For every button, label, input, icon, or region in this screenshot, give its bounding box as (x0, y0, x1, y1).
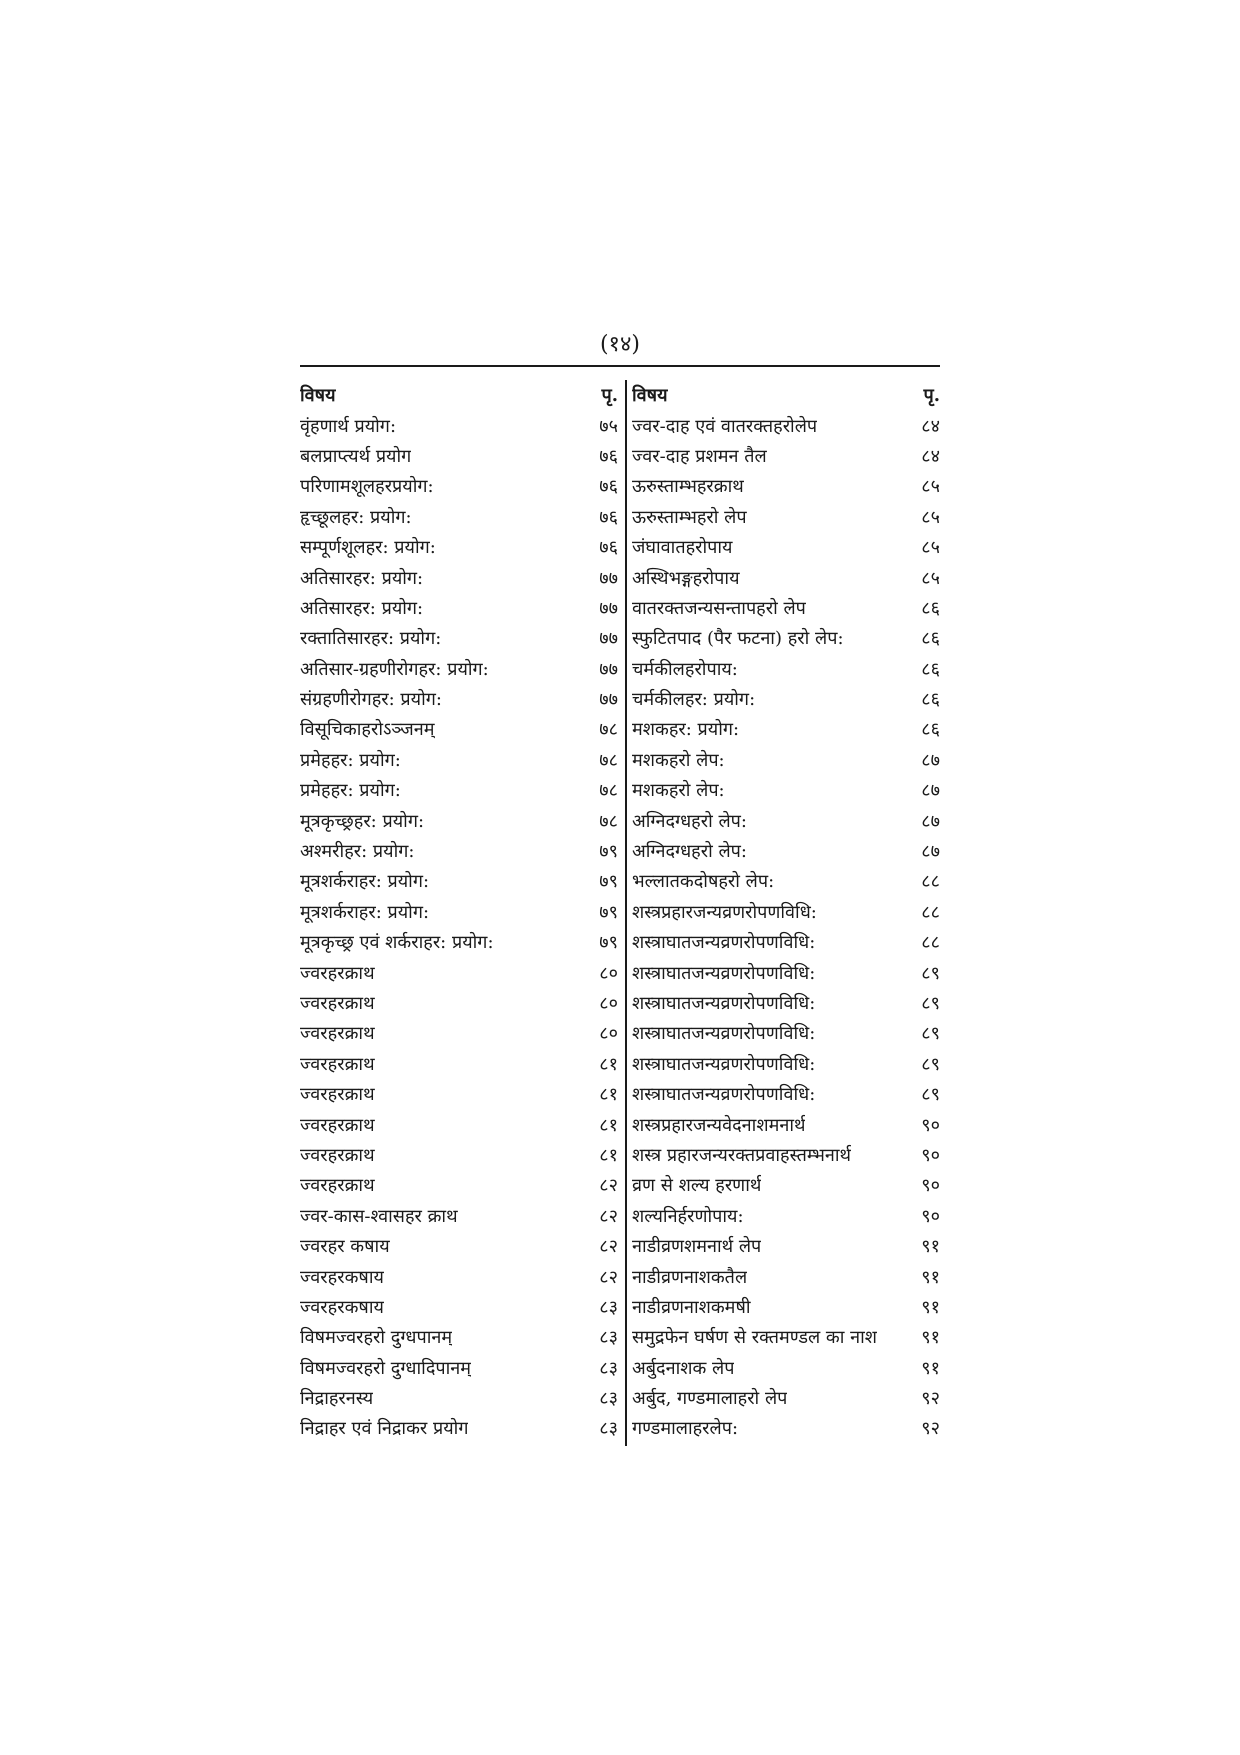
left-entry-row (300, 1109, 618, 1139)
left-entry-row (300, 532, 618, 562)
right-entry-row (632, 1383, 940, 1413)
left-entry-row (300, 1231, 618, 1261)
left-entry-row (300, 471, 618, 501)
entry-page: ७५ (599, 415, 618, 437)
left-entry-row (300, 1079, 618, 1109)
entry-page: ८९ (921, 1023, 940, 1045)
left-entry-row (300, 775, 618, 805)
entry-title: ज्वरहरक्राथ (300, 1175, 375, 1197)
right-entry-row (632, 957, 940, 987)
entry-page: ८७ (921, 780, 940, 802)
left-entry-row (300, 1383, 618, 1413)
entry-page: ८२ (599, 1175, 618, 1197)
left-entry-row (300, 988, 618, 1018)
entry-page: ७६ (599, 445, 618, 467)
entry-title: शस्त्राघातजन्यव्रणरोपणविधि: (632, 962, 816, 984)
entry-page: ९२ (921, 1388, 940, 1410)
right-page-header: पृ. (923, 385, 940, 407)
entry-title: अग्निदग्धहरो लेप: (632, 810, 747, 832)
entry-page: ७८ (599, 719, 618, 741)
entry-title: निद्राहरनस्य (300, 1388, 374, 1410)
entry-title: चर्मकीलहर: प्रयोग: (632, 689, 756, 711)
entry-page: ७८ (599, 749, 618, 771)
entry-title: परिणामशूलहरप्रयोग: (300, 476, 434, 498)
entry-title: अश्मरीहर: प्रयोग: (300, 841, 415, 863)
entry-page: ८३ (599, 1418, 618, 1440)
entry-page: ८५ (921, 476, 940, 498)
entry-title: मशकहरो लेप: (632, 749, 725, 771)
entry-page: ७७ (599, 597, 618, 619)
right-subject-header: विषय (632, 385, 668, 407)
left-entry-row (300, 1261, 618, 1291)
entry-title: अतिसारहर: प्रयोग: (300, 597, 424, 619)
entry-title: शस्त्राघातजन्यव्रणरोपणविधि: (632, 932, 816, 954)
entry-title: वातरक्तजन्यसन्तापहरो लेप (632, 597, 806, 619)
right-entry-row (632, 1292, 940, 1322)
entry-title: अस्थिभङ्गहरोपाय (632, 567, 740, 589)
left-entry-row (300, 1292, 618, 1322)
entry-title: ज्वरहरक्राथ (300, 1114, 375, 1136)
right-entry-row (632, 714, 940, 744)
entry-page: ९२ (921, 1418, 940, 1440)
entry-page: ७९ (599, 841, 618, 863)
entry-title: अर्बुद, गण्डमालाहरो लेप (632, 1388, 788, 1410)
entry-title: शस्त्राघातजन्यव्रणरोपणविधि: (632, 1084, 816, 1106)
entry-page: ९० (921, 1175, 940, 1197)
entry-title: अर्बुदनाशक लेप (632, 1357, 735, 1379)
entry-title: मूत्रकृच्छ्र एवं शर्कराहर: प्रयोग: (300, 932, 494, 954)
entry-page: ८५ (921, 567, 940, 589)
entry-title: समुद्रफेन घर्षण से रक्तमण्डल का नाश (632, 1327, 877, 1349)
right-entry-row (632, 684, 940, 714)
entry-title: सम्पूर्णशूलहर: प्रयोग: (300, 537, 436, 559)
entry-title: मशकहर: प्रयोग: (632, 719, 740, 741)
left-entry-row (300, 441, 618, 471)
entry-title: वृंहणार्थ प्रयोग: (300, 415, 397, 437)
entry-page: ८९ (921, 1053, 940, 1075)
entry-page: ८९ (921, 993, 940, 1014)
entry-page: ९१ (921, 1327, 940, 1349)
entry-page: ८६ (921, 689, 940, 711)
entry-page: ८७ (921, 810, 940, 832)
right-entry-row (632, 1109, 940, 1139)
entry-page: ८२ (599, 1266, 618, 1288)
entry-title: शस्त्राघातजन्यव्रणरोपणविधि: (632, 1053, 816, 1075)
entry-page: ७८ (599, 780, 618, 802)
left-entry-row (300, 684, 618, 714)
right-column (632, 380, 940, 1444)
entry-title: संग्रहणीरोगहर: प्रयोग: (300, 689, 442, 711)
entry-page: ९१ (921, 1357, 940, 1379)
entry-page: ८८ (921, 932, 940, 954)
left-entry-row (300, 562, 618, 592)
entry-page: ८५ (921, 537, 940, 559)
left-entry-row (300, 593, 618, 623)
entry-title: रक्तातिसारहर: प्रयोग: (300, 628, 442, 650)
left-entry-row (300, 654, 618, 684)
entry-page: ७९ (599, 871, 618, 893)
entry-title: ज्वरहरकषाय (300, 1296, 384, 1318)
left-entry-row (300, 927, 618, 957)
entry-title: ज्वरहरक्राथ (300, 993, 375, 1014)
right-entry-row (632, 441, 940, 471)
entry-page: ८१ (599, 1084, 618, 1106)
right-entry-row (632, 927, 940, 957)
left-entry-row (300, 1170, 618, 1200)
right-entry-row (632, 593, 940, 623)
entry-page: ७७ (599, 658, 618, 680)
entry-title: शस्त्र प्रहारजन्यरक्तप्रवाहस्तम्भनार्थ (632, 1144, 852, 1166)
entry-page: ७७ (599, 689, 618, 711)
entry-title: जंघावातहरोपाय (632, 537, 733, 559)
left-entry-row (300, 1201, 618, 1231)
left-entry-row (300, 1140, 618, 1170)
entry-title: विषमज्वरहरो दुग्धपानम् (300, 1327, 453, 1349)
entry-page: ९० (921, 1114, 940, 1136)
entry-page: ७९ (599, 901, 618, 923)
entry-title: स्फुटितपाद (पैर फटना) हरो लेप: (632, 628, 844, 650)
entry-title: नाडीव्रणनाशकतैल (632, 1266, 748, 1288)
entry-title: ज्वर-कास-श्वासहर क्राथ (300, 1205, 458, 1227)
entry-page: ७७ (599, 628, 618, 650)
column-divider (625, 380, 627, 1446)
entry-page: ८७ (921, 749, 940, 771)
entry-page: ८९ (921, 962, 940, 984)
entry-page: ८७ (921, 841, 940, 863)
left-entry-row (300, 714, 618, 744)
entry-page: ८५ (921, 506, 940, 528)
entry-title: प्रमेहहर: प्रयोग: (300, 749, 401, 771)
page-number: (१४) (599, 332, 641, 357)
table-of-contents (300, 380, 940, 1450)
right-entry-row (632, 1079, 940, 1109)
left-entry-row (300, 1353, 618, 1383)
entry-title: चर्मकीलहरोपाय: (632, 658, 738, 680)
entry-title: मूत्रशर्कराहर: प्रयोग: (300, 871, 430, 893)
entry-title: शस्त्राघातजन्यव्रणरोपणविधि: (632, 993, 816, 1014)
entry-page: ७६ (599, 537, 618, 559)
entry-title: प्रमेहहर: प्रयोग: (300, 780, 401, 802)
entry-page: ८१ (599, 1053, 618, 1075)
entry-page: ७९ (599, 932, 618, 954)
left-subject-header: विषय (300, 385, 336, 407)
right-entry-row (632, 654, 940, 684)
entry-title: ज्वरहरक्राथ (300, 1023, 375, 1045)
entry-title: बलप्राप्त्यर्थ प्रयोग (300, 445, 412, 467)
entry-page: ८० (599, 993, 618, 1014)
left-column (300, 380, 618, 1444)
entry-title: विसूचिकाहरोऽञ्जनम् (300, 719, 435, 741)
right-entry-row (632, 1353, 940, 1383)
left-entry-row (300, 745, 618, 775)
right-entry-row (632, 836, 940, 866)
right-entry-row (632, 532, 940, 562)
entry-title: ऊरुस्ताम्भहरक्राथ (632, 476, 744, 498)
entry-page: ८३ (599, 1296, 618, 1318)
right-entry-row (632, 471, 940, 501)
entry-page: ७६ (599, 506, 618, 528)
right-entry-row (632, 1413, 940, 1443)
entry-page: ८६ (921, 597, 940, 619)
entry-title: निद्राहर एवं निद्राकर प्रयोग (300, 1418, 469, 1440)
entry-page: ८० (599, 962, 618, 984)
entry-page: ९१ (921, 1266, 940, 1288)
right-entry-row (632, 745, 940, 775)
left-page-header: पृ. (601, 385, 618, 407)
entry-page: ९१ (921, 1296, 940, 1318)
entry-title: विषमज्वरहरो दुग्धादिपानम् (300, 1357, 472, 1379)
right-entry-row (632, 988, 940, 1018)
right-entry-row (632, 1170, 940, 1200)
left-entry-row (300, 1413, 618, 1443)
entry-page: ८६ (921, 719, 940, 741)
entry-page: ८८ (921, 901, 940, 923)
entry-page: ८२ (599, 1236, 618, 1258)
entry-title: ज्वरहर कषाय (300, 1236, 390, 1258)
entry-page: ८० (599, 1023, 618, 1045)
right-entry-row (632, 1049, 940, 1079)
entry-title: ऊरुस्ताम्भहरो लेप (632, 506, 747, 528)
right-entry-row (632, 1018, 940, 1048)
entry-page: ८१ (599, 1144, 618, 1166)
left-entry-row (300, 836, 618, 866)
entry-title: शस्त्राघातजन्यव्रणरोपणविधि: (632, 1023, 816, 1045)
right-entry-row (632, 1140, 940, 1170)
entry-title: ज्वर-दाह प्रशमन तैल (632, 445, 767, 467)
entry-title: शस्त्रप्रहारजन्यवेदनाशमनार्थ (632, 1114, 806, 1136)
right-entry-row (632, 805, 940, 835)
left-entry-row (300, 410, 618, 440)
right-entry-row (632, 1261, 940, 1291)
entry-title: व्रण से शल्य हरणार्थ (632, 1175, 762, 1197)
entry-page: ८९ (921, 1084, 940, 1106)
entry-title: नाडीव्रणनाशकमषी (632, 1296, 751, 1318)
entry-title: मशकहरो लेप: (632, 780, 725, 802)
left-entry-row (300, 1018, 618, 1048)
entry-title: अग्निदग्धहरो लेप: (632, 841, 747, 863)
right-entry-row (632, 410, 940, 440)
right-entry-row (632, 1231, 940, 1261)
entry-title: ज्वरहरक्राथ (300, 962, 375, 984)
left-entry-row (300, 502, 618, 532)
entry-title: हृच्छूलहर: प्रयोग: (300, 506, 412, 528)
left-entry-row (300, 623, 618, 653)
entry-title: अतिसारहर: प्रयोग: (300, 567, 424, 589)
entry-page: ९१ (921, 1236, 940, 1258)
left-header-row (300, 380, 618, 410)
entry-page: ८३ (599, 1327, 618, 1349)
left-entry-row (300, 866, 618, 896)
right-entry-row (632, 1322, 940, 1352)
right-entry-row (632, 502, 940, 532)
entry-title: ज्वर-दाह एवं वातरक्तहरोलेप (632, 415, 818, 437)
right-entry-row (632, 866, 940, 896)
top-rule (300, 365, 940, 367)
entry-title: ज्वरहरकषाय (300, 1266, 384, 1288)
entry-page: ८१ (599, 1114, 618, 1136)
entry-title: शल्यनिर्हरणोपाय: (632, 1205, 744, 1227)
entry-title: मूत्रकृच्छ्रहर: प्रयोग: (300, 810, 425, 832)
entry-title: अतिसार-ग्रहणीरोगहर: प्रयोग: (300, 658, 489, 680)
entry-title: नाडीव्रणशमनार्थ लेप (632, 1236, 762, 1258)
entry-page: ८२ (599, 1205, 618, 1227)
entry-page: ९० (921, 1144, 940, 1166)
entry-title: गण्डमालाहरलेप: (632, 1418, 739, 1440)
right-entry-row (632, 897, 940, 927)
entry-page: ७६ (599, 476, 618, 498)
entry-page: ८३ (599, 1357, 618, 1379)
left-entry-row (300, 897, 618, 927)
entry-page: ८४ (921, 415, 940, 437)
entry-title: मूत्रशर्कराहर: प्रयोग: (300, 901, 430, 923)
left-entry-row (300, 805, 618, 835)
entry-title: ज्वरहरक्राथ (300, 1084, 375, 1106)
entry-title: शस्त्रप्रहारजन्यव्रणरोपणविधि: (632, 901, 817, 923)
left-entry-row (300, 957, 618, 987)
left-entry-row (300, 1322, 618, 1352)
right-entry-row (632, 623, 940, 653)
entry-page: ९० (921, 1205, 940, 1227)
entry-title: ज्वरहरक्राथ (300, 1144, 375, 1166)
entry-title: भल्लातकदोषहरो लेप: (632, 871, 775, 893)
entry-page: ८६ (921, 658, 940, 680)
entry-page: ७७ (599, 567, 618, 589)
entry-page: ८३ (599, 1388, 618, 1410)
right-header-row (632, 380, 940, 410)
entry-page: ८४ (921, 445, 940, 467)
entry-page: ८६ (921, 628, 940, 650)
left-entry-row (300, 1049, 618, 1079)
entry-title: ज्वरहरक्राथ (300, 1053, 375, 1075)
right-entry-row (632, 562, 940, 592)
right-entry-row (632, 775, 940, 805)
entry-page: ८८ (921, 871, 940, 893)
entry-page: ७८ (599, 810, 618, 832)
right-entry-row (632, 1201, 940, 1231)
